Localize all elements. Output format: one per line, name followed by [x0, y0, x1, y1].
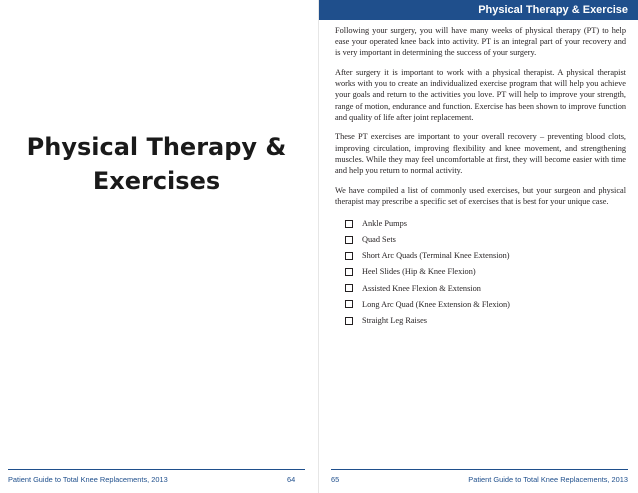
checklist-item — [345, 248, 626, 264]
section-header: Physical Therapy & Exercise — [319, 0, 638, 20]
chapter-title: Physical Therapy & Exercises — [26, 133, 287, 195]
checklist-item — [345, 264, 626, 280]
checkbox-icon — [345, 300, 353, 308]
checkbox-icon — [345, 284, 353, 292]
checkbox-icon — [345, 317, 353, 325]
checklist-item — [345, 215, 626, 231]
paragraph: Following your surgery, you will have many weeks of physical therapy (PT) to help ease your operated knee back into activity. PT is an integral part of your recovery and is very important in determining the success of your surgery. — [335, 26, 626, 58]
exercise-label: Ankle Pumps — [362, 218, 407, 228]
checklist-item — [345, 280, 626, 296]
exercise-label: Quad Sets — [362, 235, 396, 245]
right-footer-guide-title: Patient Guide to Total Knee Replacements, 2013 — [468, 475, 628, 484]
exercise-checklist — [345, 215, 626, 328]
checkbox-icon — [345, 268, 353, 276]
checklist-item — [345, 232, 626, 248]
paragraph: We have compiled a list of commonly used exercises, but your surgeon and physical therapist may prescribe a specific set of exercises that is best for your unique case. — [335, 185, 626, 206]
exercise-label: Straight Leg Raises — [362, 316, 427, 326]
exercise-label: Long Arc Quad (Knee Extension & Flexion) — [362, 299, 510, 309]
exercise-label: Assisted Knee Flexion & Extension — [362, 283, 481, 293]
right-footer-page-number: 65 — [331, 475, 340, 484]
body-text — [335, 25, 626, 329]
checkbox-icon — [345, 220, 353, 228]
left-footer-guide-title: Patient Guide to Total Knee Replacements, 2013 — [8, 475, 168, 484]
right-page — [319, 0, 638, 493]
left-footer-rule — [8, 469, 305, 470]
right-footer-rule — [331, 469, 628, 470]
checkbox-icon — [345, 252, 353, 260]
paragraph: These PT exercises are important to your overall recovery – preventing blood clots, improving circulation, improving flexibility and knee movement, and strengthening muscles. While they may feel uncomfortable at first, they will become easier with time and help you return to normal activity. — [335, 132, 626, 176]
left-footer-page-number: 64 — [287, 475, 296, 484]
checkbox-icon — [345, 236, 353, 244]
exercise-label: Heel Slides (Hip & Knee Flexion) — [362, 267, 476, 277]
exercise-label: Short Arc Quads (Terminal Knee Extension) — [362, 251, 510, 261]
paragraph: After surgery it is important to work with a physical therapist. A physical therapist works with you to create an individualized exercise program that will help you achieve your goals and return to the activities you love. PT will help to improve your strength, range of motion, endurance and function. Exercise has been shown to improve function and quality of life after joint replacement. — [335, 68, 626, 122]
checklist-item — [345, 313, 626, 329]
checklist-item — [345, 296, 626, 312]
